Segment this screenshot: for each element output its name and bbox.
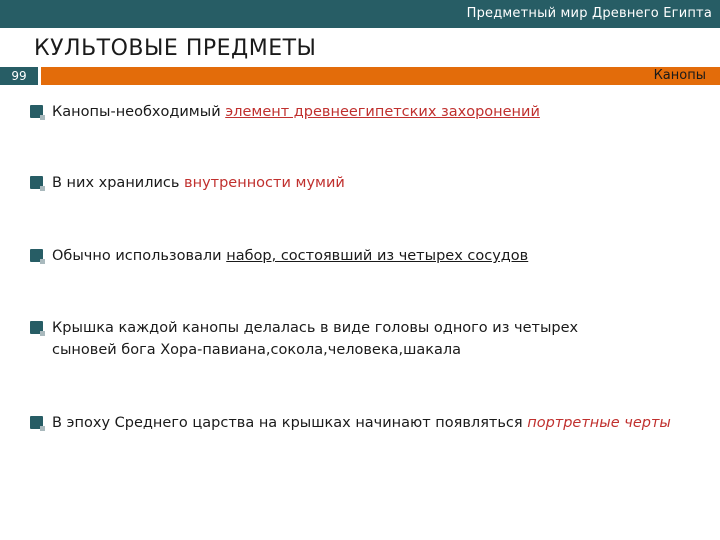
bullet-item bbox=[30, 412, 690, 434]
topic-bar bbox=[41, 67, 720, 85]
bullet-item bbox=[30, 317, 640, 361]
bullet-text: Канопы-необходимый bbox=[52, 104, 226, 120]
bullet-item bbox=[30, 101, 700, 123]
square-bullet-icon bbox=[30, 416, 43, 429]
square-bullet-icon bbox=[30, 176, 43, 189]
bullet-text: В эпоху Среднего царства на крышках начинают появляться bbox=[52, 415, 528, 431]
slide-number: 99 bbox=[0, 67, 38, 85]
square-bullet-icon bbox=[30, 105, 43, 118]
section-title: КУЛЬТОВЫЕ ПРЕДМЕТЫ bbox=[34, 36, 317, 61]
bullet-highlight: набор, состоявший из четырех сосудов bbox=[226, 248, 529, 264]
bullet-text: Крышка каждой канопы делалась в виде головы одного из четырех сыновей бога Хора-павиана,сокола,человека,шакала bbox=[52, 320, 579, 358]
bullet-text: Обычно использовали bbox=[52, 248, 227, 264]
topic-label: Канопы bbox=[653, 68, 706, 83]
bullet-highlight: внутренности мумий bbox=[184, 175, 345, 191]
presentation-title: Предметный мир Древнего Египта bbox=[466, 6, 712, 21]
bullet-highlight: портретные черты bbox=[527, 415, 671, 431]
top-header-bar bbox=[0, 0, 720, 28]
bullet-item bbox=[30, 172, 700, 194]
bullet-text: В них хранились bbox=[52, 175, 185, 191]
square-bullet-icon bbox=[30, 249, 43, 262]
bullet-item bbox=[30, 245, 700, 267]
square-bullet-icon bbox=[30, 321, 43, 334]
bullet-highlight: элемент древнеегипетских захоронений bbox=[225, 104, 540, 120]
